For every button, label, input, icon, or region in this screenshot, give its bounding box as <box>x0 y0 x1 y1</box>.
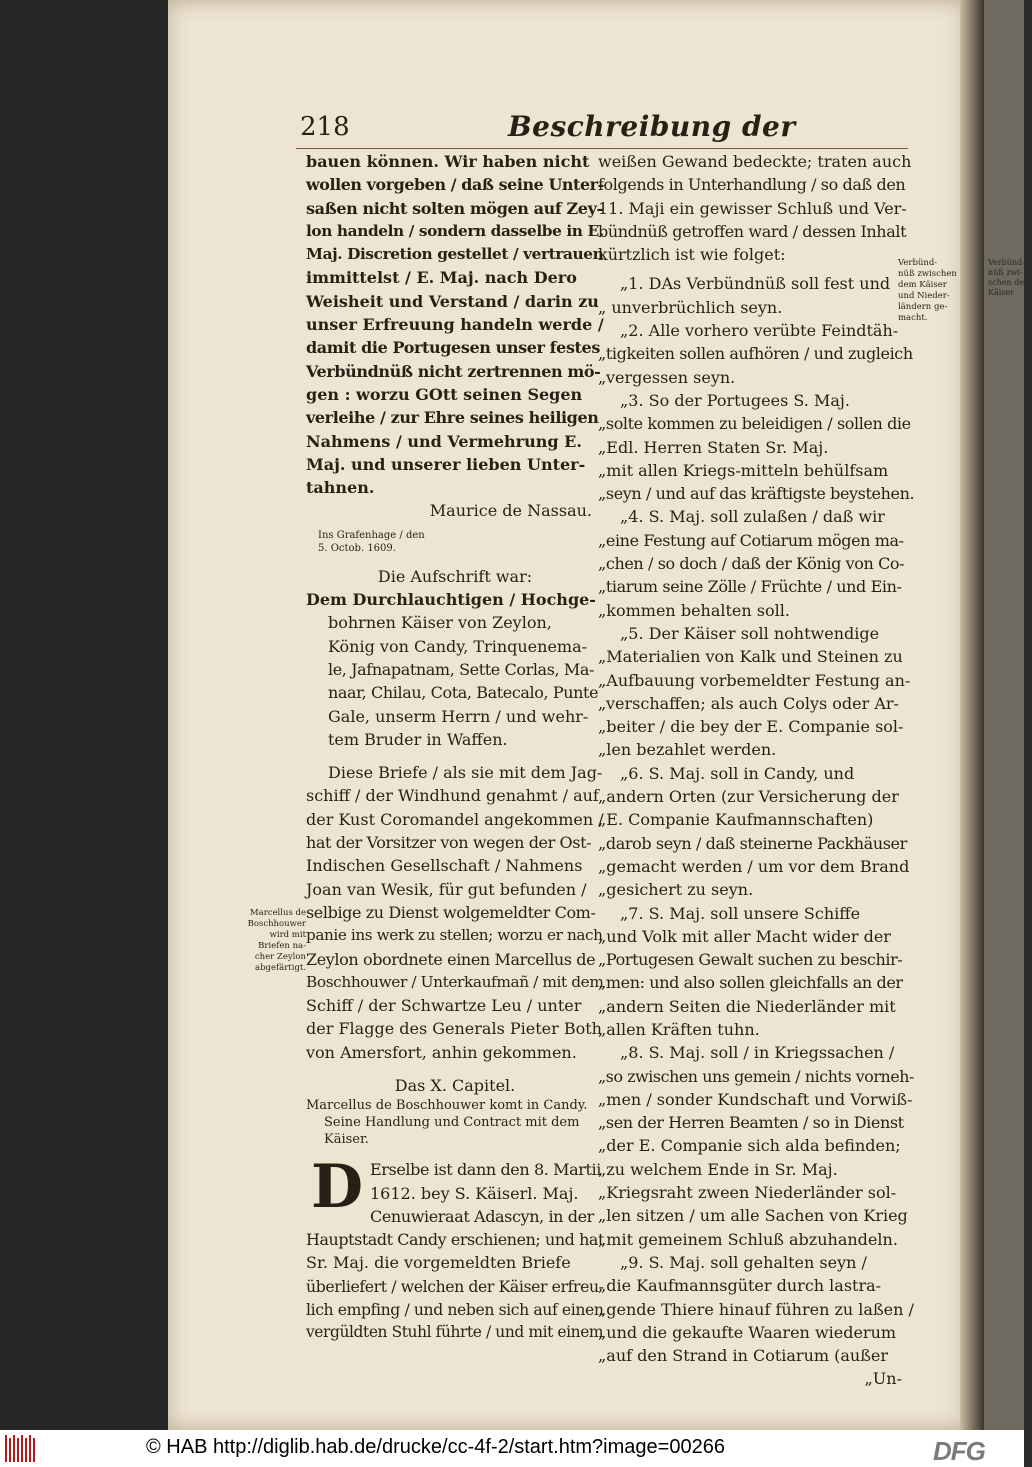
margin-note-right <box>898 258 964 324</box>
body-paragraph <box>306 761 604 1064</box>
article-line: „3. So der Portugees S. Maj. <box>620 390 850 410</box>
text-line: verleihe / zur Ehre seines heiligen <box>306 408 599 428</box>
text-line: panie ins werk zu stellen; worzu er nach <box>306 926 603 945</box>
article-line: „zu welchem Ende in Sr. Maj. <box>598 1159 838 1179</box>
article-line: „vergessen seyn. <box>598 367 736 387</box>
article-line: „2. Alle vorhero verübte Feindtäh- <box>620 321 899 341</box>
right-column <box>598 150 914 1391</box>
drop-cap: D <box>310 1152 364 1223</box>
text-line: 11. Maji ein gewisser Schluß und Ver- <box>598 198 907 218</box>
address-block <box>306 588 604 751</box>
article-line: „andern Orten (zur Versicherung der <box>598 787 899 807</box>
note-line: macht. <box>898 313 928 323</box>
note-line: abgefärtigt. <box>255 963 306 973</box>
article-line: „gemacht werden / um vor dem Brand <box>598 856 910 876</box>
article-line: „sen der Herren Beamten / so in Dienst <box>598 1113 904 1133</box>
note-line: Marcellus de <box>249 908 306 918</box>
article-line: „mit gemeinem Schluß abzuhandeln. <box>598 1229 898 1249</box>
intro-paragraph <box>598 150 914 266</box>
text-line: folgends in Unterhandlung / so daß den <box>598 175 906 195</box>
article-line: „die Kaufmannsgüter durch lastra- <box>598 1276 882 1296</box>
text-line: lich empfing / und neben sich auf einen <box>306 1300 604 1320</box>
text-line: vergüldten Stuhl führte / und mit einem <box>306 1323 604 1342</box>
article-line: „darob seyn / daß steinerne Packhäuser <box>598 833 907 853</box>
article-line: „men / sonder Kundschaft und Vorwiß- <box>598 1089 913 1109</box>
article-line: „len sitzen / um alle Sachen von Krieg <box>598 1206 908 1226</box>
note-line: Verbünd- <box>898 258 938 268</box>
article-line: „9. S. Maj. soll gehalten seyn / <box>620 1252 867 1272</box>
article-line: „men: und also sollen gleichfalls an der <box>598 973 903 993</box>
signature: Maurice de Nassau. <box>429 501 592 521</box>
article-line: „gesichert zu seyn. <box>598 880 754 900</box>
article-line: „tiarum seine Zölle / Früchte / und Ein- <box>598 577 902 597</box>
article-line: „gende Thiere hinauf führen zu laßen / <box>598 1299 914 1319</box>
text-line: Hauptstadt Candy erschienen; und hat <box>306 1230 604 1250</box>
article-line: „Aufbauung vorbemeldter Festung an- <box>598 670 911 690</box>
place-date: 5. Octob. 1609. <box>318 542 396 554</box>
note-line: Briefen na- <box>258 941 306 951</box>
copyright-link[interactable]: © HAB http://diglib.hab.de/drucke/cc-4f-2/start.htm?image=00266 <box>146 1436 725 1458</box>
facing-page-bleed: Verbünd- nüß zwi- schen dem Käiser <box>988 258 1032 297</box>
text-line: Erselbe ist dann den 8. Martii <box>370 1160 601 1180</box>
text-line: saßen nicht solten mögen auf Zey- <box>306 198 603 218</box>
chapter-title: Das X. Capitel. <box>394 1075 516 1095</box>
article-line: „Portugesen Gewalt suchen zu beschir- <box>598 950 903 970</box>
text-line: tahnen. <box>306 478 375 498</box>
article-line: „seyn / und auf das kräftigste beystehen. <box>598 484 915 504</box>
text-line: Indischen Gesellschaft / Nahmens <box>306 856 583 876</box>
text-line: le, Jafnapatnam, Sette Corlas, Ma- <box>328 659 595 679</box>
article-line: „E. Companie Kaufmannschaften) <box>598 810 874 830</box>
article-line: „auf den Strand in Cotiarum (außer <box>598 1346 889 1366</box>
article-line: „Kriegsraht zween Niederländer sol- <box>598 1183 897 1203</box>
text-line: Maj. und unserer lieben Unter- <box>306 454 586 474</box>
text-line: kürtzlich ist wie folget: <box>598 245 786 265</box>
text-line: hat der Vorsitzer von wegen der Ost- <box>306 833 592 853</box>
note-line: nüß zwischen <box>898 269 957 279</box>
text-line: Gale, unserm Herrn / und wehr- <box>328 706 589 726</box>
text-line: bündnüß getroffen ward / dessen Inhalt <box>598 221 907 241</box>
text-line: Käiser. <box>324 1132 369 1148</box>
left-column <box>306 150 604 1345</box>
text-line: überliefert / welchen der Käiser erfreu- <box>306 1276 604 1296</box>
note-line: ländern ge- <box>898 302 948 312</box>
article-line: „Materialien von Kalk und Steinen zu <box>598 647 903 667</box>
text-line: der Flagge des Generals Pieter Both <box>306 1019 602 1039</box>
text-line: Dem Durchlauchtigen / Hochge- <box>306 590 596 610</box>
text-line: Maj. Discretion gestellet / vertrauen <box>306 245 604 264</box>
article-line: „tigkeiten sollen aufhören / und zugleich <box>598 344 913 364</box>
text-line: König von Candy, Trinquenema- <box>328 636 588 656</box>
note-line: Boschhouwer <box>247 919 306 929</box>
text-line: lon handeln / sondern dasselbe in E. <box>306 221 604 240</box>
article-line: „so zwischen uns gemein / nichts vorneh- <box>598 1066 914 1086</box>
chapter-opening <box>306 1152 604 1344</box>
text-line: gen : worzu GOtt seinen Segen <box>306 384 583 404</box>
article-line: „der E. Companie sich alda befinden; <box>598 1136 901 1156</box>
article-line: „len bezahlet werden. <box>598 740 777 760</box>
article-line: „verschaffen; als auch Colys oder Ar- <box>598 693 899 713</box>
text-line: Weisheit und Verstand / darin zu <box>306 291 599 311</box>
dfg-logo: DFG <box>933 1436 985 1466</box>
text-line: Diese Briefe / als sie mit dem Jag- <box>328 763 603 783</box>
article-line: „6. S. Maj. soll in Candy, und <box>620 763 855 783</box>
text-line: schiff / der Windhund genahmt / auf <box>306 786 599 806</box>
text-line: 1612. bey S. Käiserl. Maj. <box>370 1183 579 1203</box>
article-line: „ unverbrüchlich seyn. <box>598 297 783 317</box>
address-heading: Die Aufschrift war: <box>377 566 533 586</box>
article-line: „und die gekaufte Waaren wiederum <box>598 1322 897 1342</box>
text-line: Sr. Maj. die vorgemeldten Briefe <box>306 1253 571 1273</box>
text-line: Schiff / der Schwartze Leu / unter <box>306 996 582 1016</box>
article-line: „mit allen Kriegs-mitteln behülfsam <box>598 460 889 480</box>
article-line: „beiter / die bey der E. Companie sol- <box>598 717 904 737</box>
text-line: weißen Gewand bedeckte; traten auch <box>598 152 912 171</box>
page-number: 218 <box>300 112 350 142</box>
viewer-footer <box>0 1430 1024 1467</box>
treaty-articles <box>598 272 914 1367</box>
text-line: Zeylon obordnete einen Marcellus de <box>306 949 596 969</box>
margin-note-left <box>236 908 306 974</box>
text-line: der Kust Coromandel angekommen / <box>306 809 604 829</box>
article-line: „8. S. Maj. soll / in Kriegssachen / <box>620 1043 895 1063</box>
page-gutter <box>960 0 984 1430</box>
text-line: damit die Portugesen unser festes <box>306 338 600 358</box>
chapter-summary <box>306 1097 604 1148</box>
text-line: Nahmens / und Vermehrung E. <box>306 431 582 451</box>
note-line: dem Käiser <box>898 280 947 290</box>
facing-page-edge <box>984 0 1032 1430</box>
article-line: „andern Seiten die Niederländer mit <box>598 996 896 1016</box>
article-line: „kommen behalten soll. <box>598 600 790 620</box>
text-line: naar, Chilau, Cota, Batecalo, Punte <box>328 683 599 703</box>
header-rule <box>296 148 908 149</box>
text-line: Marcellus de Boschhouwer komt in Candy. <box>306 1098 588 1114</box>
text-line: Verbündnüß nicht zertrennen mö- <box>306 361 601 381</box>
text-line: Joan van Wesik, für gut befunden / <box>306 879 587 899</box>
note-line: cher Zeylon <box>254 952 306 962</box>
article-line: „7. S. Maj. soll unsere Schiffe <box>620 903 861 923</box>
text-line: immittelst / E. Maj. nach Dero <box>306 268 577 288</box>
article-line: „4. S. Maj. soll zulaßen / daß wir <box>620 507 885 527</box>
running-head: Beschreibung der <box>508 110 796 143</box>
text-line: Boschhouwer / Unterkaufmañ / mit dem <box>306 972 604 991</box>
article-line: „1. DAs Verbündnüß soll fest und <box>620 274 891 294</box>
text-line: unser Erfreuung handeln werde / <box>306 315 604 335</box>
article-line: „eine Festung auf Cotiarum mögen ma- <box>598 530 904 550</box>
note-line: und Nieder- <box>898 291 950 301</box>
article-line: „chen / so doch / daß der König von Co- <box>598 554 905 574</box>
text-line: Seine Handlung und Contract mit dem <box>324 1115 580 1131</box>
text-line: von Amersfort, anhin gekommen. <box>306 1042 577 1062</box>
text-line: Cenuwieraat Adascyn, in der <box>370 1206 594 1226</box>
article-line: „allen Kräften tuhn. <box>598 1019 760 1039</box>
letter-text <box>306 150 604 499</box>
article-line: „solte kommen zu beleidigen / sollen die <box>598 414 911 434</box>
text-line: selbige zu Dienst wolgemeldter Com- <box>306 902 596 922</box>
text-line: bauen können. Wir haben nicht <box>306 152 590 171</box>
catchword: „Un- <box>864 1369 902 1389</box>
text-line: tem Bruder in Waffen. <box>328 729 508 749</box>
place-date: Ins Grafenhage / den <box>318 529 425 541</box>
text-line: wollen vorgeben / daß seine Unter- <box>306 175 604 195</box>
article-line: „und Volk mit aller Macht wider der <box>598 926 891 946</box>
note-line: wird mit <box>269 930 306 940</box>
article-line: „Edl. Herren Staten Sr. Maj. <box>598 437 829 457</box>
hab-logo-icon <box>5 1435 35 1462</box>
article-line: „5. Der Käiser soll nohtwendige <box>620 623 880 643</box>
text-line: bohrnen Käiser von Zeylon, <box>328 613 552 633</box>
